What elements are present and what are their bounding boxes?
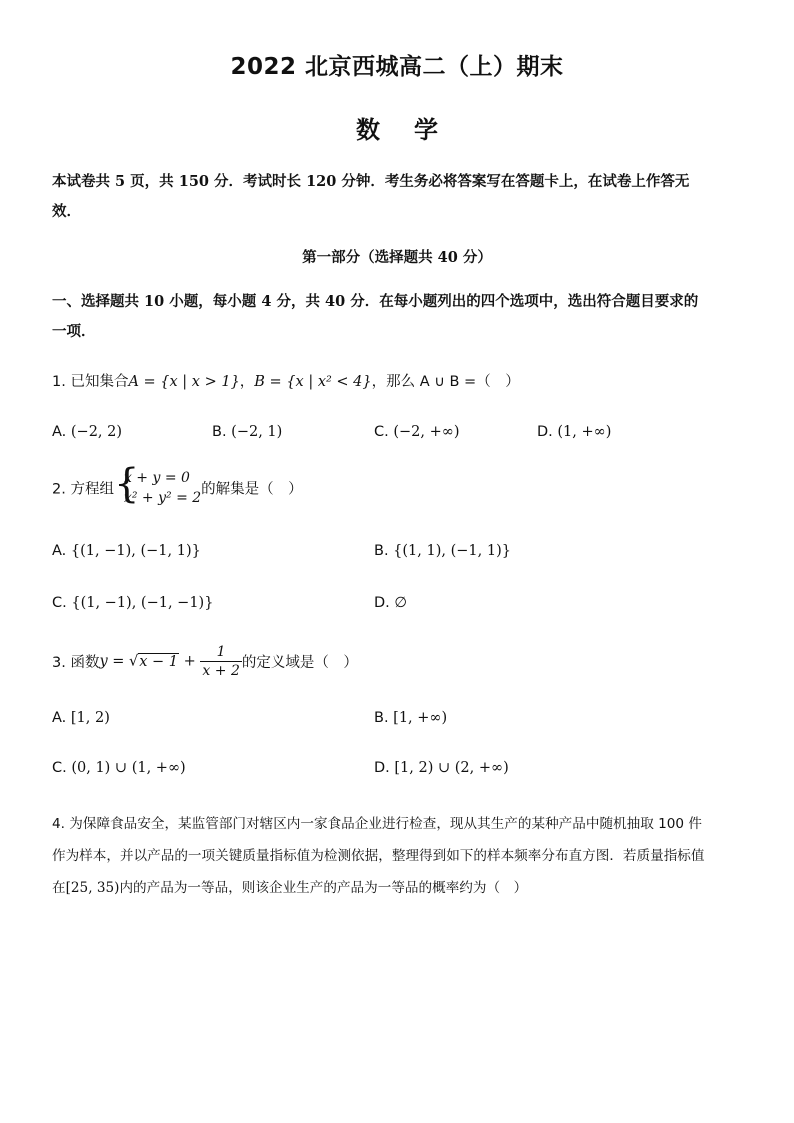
equation-system: { x + y = 0 x² + y² = 2 [113, 461, 202, 507]
q2-option-c[interactable] [52, 595, 213, 611]
part1-instruction-line-2: 一项． [52, 323, 96, 340]
q1-option-b[interactable] [212, 424, 282, 440]
q4-interval: [25, 35) [65, 880, 120, 896]
option-label: A. [52, 424, 67, 440]
q4-line-1: 4. 为保障食品安全，某监管部门对辖区内一家食品企业进行检查，现从其生产的某种产品中随机抽取 100 件 [52, 816, 703, 832]
fraction [200, 643, 241, 680]
q2-suffix: 的解集是（ ） [201, 481, 303, 498]
q4-line-3 [52, 876, 527, 896]
option-value: (−2, 1) [231, 424, 283, 440]
option-value: {(1, 1), (−1, 1)} [393, 543, 511, 559]
q3-option-b[interactable] [374, 710, 447, 726]
option-label: C. [52, 595, 67, 611]
q3-plus: + [179, 653, 201, 670]
option-label: B. [212, 424, 227, 440]
question-1-stem [52, 370, 520, 391]
option-value: [1, +∞) [393, 710, 448, 726]
q4-line-3-suffix: 内的产品为一等品，则该企业生产的产品为一等品的概率约为（ ） [119, 880, 528, 896]
option-label: B. [374, 543, 389, 559]
option-value: {(1, −1), (−1, 1)} [70, 543, 201, 559]
option-label: D. [374, 760, 390, 776]
option-value: {(1, −1), (−1, −1)} [71, 595, 214, 611]
q3-option-c[interactable] [52, 760, 186, 776]
option-label: A. [52, 710, 67, 726]
subject-title: 数学 [356, 116, 472, 144]
option-value: [1, 2) ∪ (2, +∞) [394, 760, 509, 776]
intro-line-1: 本试卷共 5 页，共 150 分．考试时长 120 分钟．考生务必将答案写在答题卡上，在试卷上作答无 [52, 173, 690, 190]
question-2-stem [52, 461, 303, 508]
part1-heading: 第一部分（选择题共 40 分） [302, 249, 492, 266]
option-value: (1, +∞) [557, 424, 612, 440]
option-label: A. [52, 543, 67, 559]
q2-prefix: 2. 方程组 [52, 481, 114, 498]
q3-prefix: 3. 函数 [52, 655, 100, 671]
q3-fraction-numerator: 1 [200, 643, 241, 662]
q1-option-a[interactable] [52, 424, 122, 440]
option-value: (−2, +∞) [393, 424, 460, 440]
option-label: C. [374, 424, 389, 440]
q3-fraction-denominator: x + 2 [202, 663, 240, 679]
option-label: D. [537, 424, 553, 440]
option-value: [1, 2) [70, 710, 110, 726]
q3-option-d[interactable] [374, 760, 509, 776]
q1-option-d[interactable] [537, 424, 611, 440]
q1-set-a: A = {x | x > 1} [128, 374, 240, 390]
q2-option-a[interactable] [52, 543, 201, 559]
q1-set-b: B = {x | x² < 4} [254, 374, 372, 390]
q1-prefix: 1. 已知集合 [52, 374, 129, 390]
option-value: (−2, 2) [70, 424, 123, 440]
option-label: B. [374, 710, 389, 726]
q3-option-a[interactable] [52, 710, 110, 726]
q4-line-2: 作为样本，并以产品的一项关键质量指标值为检测依据，整理得到如下的样本频率分布直方图．若质量指标值 [52, 848, 705, 864]
q1-suffix: ，那么 A ∪ B =（ ） [371, 374, 520, 390]
part1-instruction-line-1: 一、选择题共 10 小题，每小题 4 分，共 40 分．在每小题列出的四个选项中，选出符合题目要求的 [52, 293, 699, 310]
q3-suffix: 的定义域是（ ） [241, 655, 358, 671]
option-label: D. [374, 595, 390, 611]
q2-option-d[interactable] [374, 595, 407, 611]
sqrt-expression: √x − 1 [129, 653, 179, 670]
q2-equation-2: x² + y² = 2 [123, 490, 202, 506]
q2-equation-1: x + y = 0 [123, 470, 190, 486]
q3-sqrt-argument: x − 1 [139, 653, 179, 670]
intro-line-2: 效． [52, 203, 81, 220]
option-label: C. [52, 760, 67, 776]
q2-option-b[interactable] [374, 543, 511, 559]
exam-title: 2022 北京西城高二（上）期末 [230, 54, 564, 80]
q4-line-3-prefix: 在 [52, 880, 66, 896]
q3-function-lhs: y = [99, 653, 130, 670]
option-value: (0, 1) ∪ (1, +∞) [71, 760, 186, 776]
q1-separator: ， [239, 374, 255, 390]
q1-option-c[interactable] [374, 424, 459, 440]
question-3-stem [52, 643, 358, 680]
option-value: ∅ [394, 595, 408, 611]
